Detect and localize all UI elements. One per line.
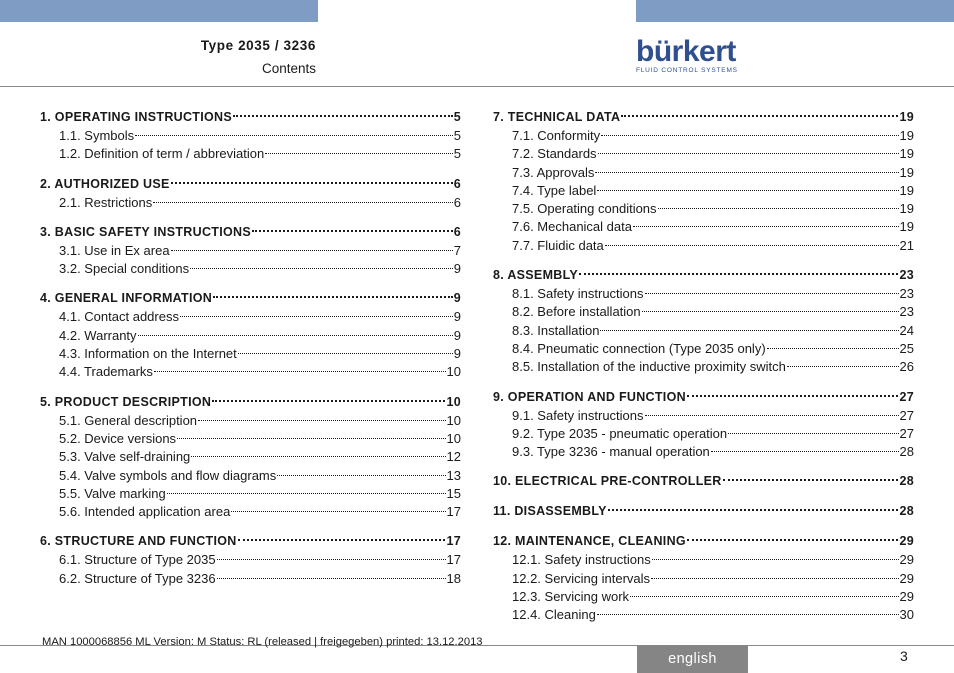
- toc-dot-leader: [645, 293, 899, 294]
- toc-chapter-title: 1. OPERATING INSTRUCTIONS: [40, 110, 233, 124]
- toc-dot-leader: [645, 415, 899, 416]
- language-tab: english: [637, 645, 748, 673]
- toc-page-number: 24: [899, 322, 914, 338]
- toc-chapter-heading[interactable]: [40, 288, 461, 308]
- toc-page-number: 19: [899, 110, 914, 124]
- toc-page-number: 19: [899, 164, 914, 180]
- toc-entry-title: 5.3. Valve self-draining: [59, 449, 191, 465]
- toc-dot-leader: [191, 456, 445, 457]
- toc-entry[interactable]: [40, 551, 461, 569]
- toc-chapter: [493, 265, 914, 376]
- toc-entry[interactable]: [40, 194, 461, 212]
- toc-entry-title: 1.2. Definition of term / abbreviation: [59, 146, 265, 162]
- toc-dot-leader: [687, 539, 899, 541]
- toc-dot-leader: [608, 509, 899, 511]
- toc-dot-leader: [135, 135, 453, 136]
- toc-entry[interactable]: [493, 606, 914, 624]
- toc-chapter-title: 2. AUTHORIZED USE: [40, 176, 170, 191]
- toc-chapter-heading[interactable]: [493, 501, 914, 521]
- toc-page-number: 29: [899, 552, 914, 568]
- toc-chapter-heading[interactable]: [40, 174, 461, 194]
- toc-entry-title: 7.1. Conformity: [512, 128, 601, 143]
- toc-dot-leader: [621, 115, 898, 117]
- toc-dot-leader: [601, 135, 898, 136]
- toc-page-number: 9: [453, 327, 461, 343]
- toc-chapter: [40, 174, 461, 212]
- toc-page-number: 10: [446, 394, 461, 409]
- toc-entry-title: 5.6. Intended application area: [59, 504, 231, 520]
- toc-entry-title: 7.4. Type label: [512, 182, 597, 198]
- toc-entry[interactable]: [40, 127, 461, 145]
- toc-entry[interactable]: [493, 425, 914, 443]
- toc-entry[interactable]: [493, 145, 914, 163]
- toc-chapter-heading[interactable]: [493, 387, 914, 407]
- toc-column-left: [40, 107, 461, 598]
- toc-page-number: 9: [453, 346, 461, 362]
- toc-chapter: [493, 531, 914, 624]
- toc-chapter: [40, 107, 461, 164]
- toc-entry-title: 6.2. Structure of Type 3236: [59, 570, 216, 586]
- toc-page-number: 10: [446, 364, 461, 380]
- toc-entry[interactable]: [493, 182, 914, 200]
- toc-entry-title: 3.1. Use in Ex area: [59, 242, 170, 258]
- toc-entry[interactable]: [493, 322, 914, 340]
- toc-entry[interactable]: [493, 303, 914, 321]
- header-divider: [0, 86, 954, 87]
- header-accent-bar-left: [0, 0, 318, 22]
- toc-entry-title: 5.2. Device versions: [59, 430, 177, 446]
- toc-dot-leader: [238, 353, 453, 354]
- toc-entry[interactable]: [40, 145, 461, 163]
- toc-entry-title: 12.1. Safety instructions: [512, 552, 651, 568]
- toc-page-number: 28: [899, 504, 914, 519]
- toc-chapter: [493, 501, 914, 521]
- toc-chapter: [40, 392, 461, 522]
- toc-chapter-heading[interactable]: [40, 392, 461, 412]
- toc-dot-leader: [238, 539, 446, 541]
- toc-chapter: [493, 471, 914, 491]
- toc-entry-title: 3.2. Special conditions: [59, 261, 190, 277]
- toc-dot-leader: [198, 420, 446, 421]
- toc-entry-title: 12.2. Servicing intervals: [512, 570, 651, 586]
- toc-entry[interactable]: [493, 127, 914, 145]
- toc-entry[interactable]: [493, 358, 914, 376]
- toc-page-number: 17: [446, 552, 461, 568]
- toc-entry-title: 4.4. Trademarks: [59, 364, 153, 380]
- toc-page-number: 12: [446, 449, 461, 465]
- toc-dot-leader: [598, 153, 899, 154]
- toc-dot-leader: [767, 348, 899, 349]
- toc-entry[interactable]: [493, 285, 914, 303]
- toc-chapter-heading[interactable]: [40, 222, 461, 242]
- toc-page-number: 9: [453, 261, 461, 277]
- toc-page-number: 9: [453, 309, 461, 325]
- toc-dot-leader: [787, 366, 899, 367]
- toc-page-number: 21: [899, 237, 914, 253]
- toc-entry-title: 8.5. Installation of the inductive proximity switch: [512, 359, 786, 375]
- toc-entry-title: 4.1. Contact address: [59, 309, 179, 325]
- toc-page-number: 10: [446, 430, 461, 446]
- toc-dot-leader: [605, 245, 899, 246]
- toc-page-number: 28: [899, 444, 914, 460]
- toc-page-number: 5: [453, 110, 461, 124]
- toc-chapter: [493, 107, 914, 255]
- toc-dot-leader: [600, 330, 898, 331]
- toc-chapter-title: 8. ASSEMBLY: [493, 268, 579, 283]
- toc-chapter-title: 10. ELECTRICAL PRE-CONTROLLER: [493, 474, 722, 489]
- toc-page-number: 6: [453, 194, 461, 210]
- toc-chapter-title: 6. STRUCTURE AND FUNCTION: [40, 534, 237, 549]
- document-status-line: MAN 1000068856 ML Version: M Status: RL (released | freigegeben) printed: 13.12.2013: [42, 636, 483, 648]
- toc-page-number: 23: [899, 268, 914, 283]
- toc-entry-title: 8.1. Safety instructions: [512, 286, 644, 302]
- toc-chapter: [40, 288, 461, 381]
- toc-chapter: [40, 531, 461, 588]
- logo-tagline: FLUID CONTROL SYSTEMS: [636, 67, 738, 74]
- toc-dot-leader: [180, 316, 453, 317]
- toc-entry-title: 8.2. Before installation: [512, 304, 641, 320]
- toc-dot-leader: [167, 493, 446, 494]
- toc-page-number: 26: [899, 359, 914, 375]
- toc-dot-leader: [595, 172, 898, 173]
- toc-page-number: 9: [453, 291, 461, 306]
- toc-page-number: 23: [899, 304, 914, 320]
- toc-dot-leader: [252, 230, 453, 232]
- toc-chapter-heading[interactable]: [40, 531, 461, 551]
- toc-entry[interactable]: [40, 467, 461, 485]
- toc-dot-leader: [711, 451, 899, 452]
- toc-page-number: 27: [899, 389, 914, 404]
- toc-entry[interactable]: [40, 327, 461, 345]
- toc-entry[interactable]: [493, 237, 914, 255]
- toc-dot-leader: [630, 596, 898, 597]
- toc-page-number: 19: [899, 182, 914, 198]
- toc-dot-leader: [154, 371, 446, 372]
- toc-entry-title: 1.1. Symbols: [59, 128, 135, 143]
- toc-dot-leader: [723, 479, 899, 481]
- toc-page-number: 17: [446, 504, 461, 520]
- toc-page-number: 5: [453, 146, 461, 162]
- toc-entry-title: 2.1. Restrictions: [59, 194, 153, 210]
- toc-chapter-title: 4. GENERAL INFORMATION: [40, 291, 213, 306]
- toc-chapter-heading[interactable]: [493, 107, 914, 127]
- toc-entry-title: 5.4. Valve symbols and flow diagrams: [59, 467, 277, 483]
- toc-page-number: 6: [453, 224, 461, 239]
- page-number: 3: [900, 648, 908, 664]
- toc-page-number: 19: [899, 219, 914, 235]
- toc-entry-title: 8.3. Installation: [512, 322, 600, 338]
- toc-entry-title: 4.3. Information on the Internet: [59, 346, 237, 362]
- toc-dot-leader: [213, 296, 453, 298]
- toc-entry[interactable]: [40, 485, 461, 503]
- toc-entry-title: 12.4. Cleaning: [512, 607, 596, 623]
- toc-dot-leader: [597, 614, 899, 615]
- section-title: Contents: [261, 61, 316, 76]
- toc-page-number: 29: [899, 570, 914, 586]
- toc-dot-leader: [658, 208, 899, 209]
- toc-page-number: 29: [899, 589, 914, 605]
- toc-entry[interactable]: [493, 407, 914, 425]
- toc-entry[interactable]: [493, 218, 914, 236]
- toc-page-number: 7: [453, 242, 461, 258]
- toc-entry[interactable]: [40, 448, 461, 466]
- toc-dot-leader: [171, 250, 453, 251]
- toc-dot-leader: [217, 559, 446, 560]
- toc-page-number: 15: [446, 485, 461, 501]
- toc-dot-leader: [687, 395, 899, 397]
- toc-entry-title: 12.3. Servicing work: [512, 589, 630, 605]
- toc-entry-title: 8.4. Pneumatic connection (Type 2035 only): [512, 340, 766, 356]
- toc-entry-title: 7.3. Approvals: [512, 164, 595, 180]
- toc-dot-leader: [177, 438, 445, 439]
- toc-page-number: 19: [899, 201, 914, 217]
- toc-chapter-title: 9. OPERATION AND FUNCTION: [493, 389, 686, 404]
- toc-entry-title: 7.2. Standards: [512, 146, 597, 162]
- toc-page-number: 30: [899, 607, 914, 623]
- toc-dot-leader: [153, 202, 453, 203]
- toc-dot-leader: [217, 578, 446, 579]
- toc-dot-leader: [233, 115, 453, 117]
- document-type-title: Type 2035 / 3236: [200, 38, 316, 53]
- toc-entry[interactable]: [40, 570, 461, 588]
- toc-page-number: 27: [899, 425, 914, 441]
- toc-entry-title: 9.1. Safety instructions: [512, 407, 644, 423]
- toc-entry-title: 9.3. Type 3236 - manual operation: [512, 444, 710, 460]
- toc-page-number: 19: [899, 128, 914, 143]
- toc-entry[interactable]: [40, 260, 461, 278]
- toc-entry[interactable]: [493, 570, 914, 588]
- toc-entry-title: 7.5. Operating conditions: [512, 201, 657, 217]
- toc-entry[interactable]: [40, 412, 461, 430]
- toc-page-number: 19: [899, 146, 914, 162]
- toc-chapter-heading[interactable]: [493, 265, 914, 285]
- header-accent-bar-right: [636, 0, 954, 22]
- toc-column-right: [493, 107, 914, 635]
- toc-page-number: 27: [899, 407, 914, 423]
- toc-entry-title: 9.2. Type 2035 - pneumatic operation: [512, 425, 728, 441]
- toc-entry-title: 5.1. General description: [59, 412, 198, 428]
- toc-dot-leader: [190, 268, 453, 269]
- toc-entry-title: 7.6. Mechanical data: [512, 219, 632, 235]
- toc-dot-leader: [642, 311, 899, 312]
- toc-page-number: 5: [453, 128, 461, 143]
- toc-entry-title: 7.7. Fluidic data: [512, 237, 604, 253]
- toc-dot-leader: [277, 475, 445, 476]
- toc-dot-leader: [265, 153, 453, 154]
- toc-entry[interactable]: [493, 164, 914, 182]
- burkert-logo: [636, 37, 738, 74]
- toc-chapter-title: 3. BASIC SAFETY INSTRUCTIONS: [40, 224, 251, 239]
- toc-chapter: [493, 387, 914, 462]
- toc-page-number: 29: [899, 534, 914, 549]
- toc-page-number: 17: [446, 534, 461, 549]
- toc-chapter-title: 12. MAINTENANCE, CLEANING: [493, 534, 686, 549]
- toc-page-number: 28: [899, 474, 914, 489]
- toc-dot-leader: [633, 226, 899, 227]
- toc-dot-leader: [138, 335, 453, 336]
- toc-entry[interactable]: [493, 551, 914, 569]
- toc-chapter-heading[interactable]: [493, 531, 914, 551]
- toc-entry-title: 4.2. Warranty: [59, 327, 137, 343]
- toc-page-number: 23: [899, 286, 914, 302]
- toc-entry-title: 6.1. Structure of Type 2035: [59, 552, 216, 568]
- toc-dot-leader: [651, 578, 899, 579]
- toc-dot-leader: [652, 559, 899, 560]
- toc-entry-title: 5.5. Valve marking: [59, 485, 166, 501]
- toc-dot-leader: [597, 190, 898, 191]
- toc-entry[interactable]: [40, 503, 461, 521]
- toc-entry[interactable]: [493, 588, 914, 606]
- toc-entry[interactable]: [493, 200, 914, 218]
- toc-page-number: 6: [453, 176, 461, 191]
- toc-entry[interactable]: [40, 242, 461, 260]
- toc-dot-leader: [231, 511, 445, 512]
- toc-page-number: 18: [446, 570, 461, 586]
- toc-chapter-title: 11. DISASSEMBLY: [493, 504, 607, 519]
- toc-page-number: 10: [446, 412, 461, 428]
- toc-chapter-title: 5. PRODUCT DESCRIPTION: [40, 394, 212, 409]
- toc-entry[interactable]: [40, 363, 461, 381]
- toc-entry[interactable]: [40, 345, 461, 363]
- toc-page-number: 13: [446, 467, 461, 483]
- toc-dot-leader: [728, 433, 898, 434]
- toc-dot-leader: [579, 273, 898, 275]
- toc-chapter-heading[interactable]: [40, 107, 461, 127]
- toc-chapter-title: 7. TECHNICAL DATA: [493, 110, 621, 124]
- toc-page-number: 25: [899, 340, 914, 356]
- toc-entry[interactable]: [493, 340, 914, 358]
- toc-chapter-heading[interactable]: [493, 471, 914, 491]
- toc-entry[interactable]: [40, 308, 461, 326]
- toc-dot-leader: [212, 400, 445, 402]
- toc-dot-leader: [171, 182, 453, 184]
- toc-entry[interactable]: [40, 430, 461, 448]
- toc-chapter: [40, 222, 461, 279]
- toc-entry[interactable]: [493, 443, 914, 461]
- logo-wordmark: bürkert: [636, 35, 736, 68]
